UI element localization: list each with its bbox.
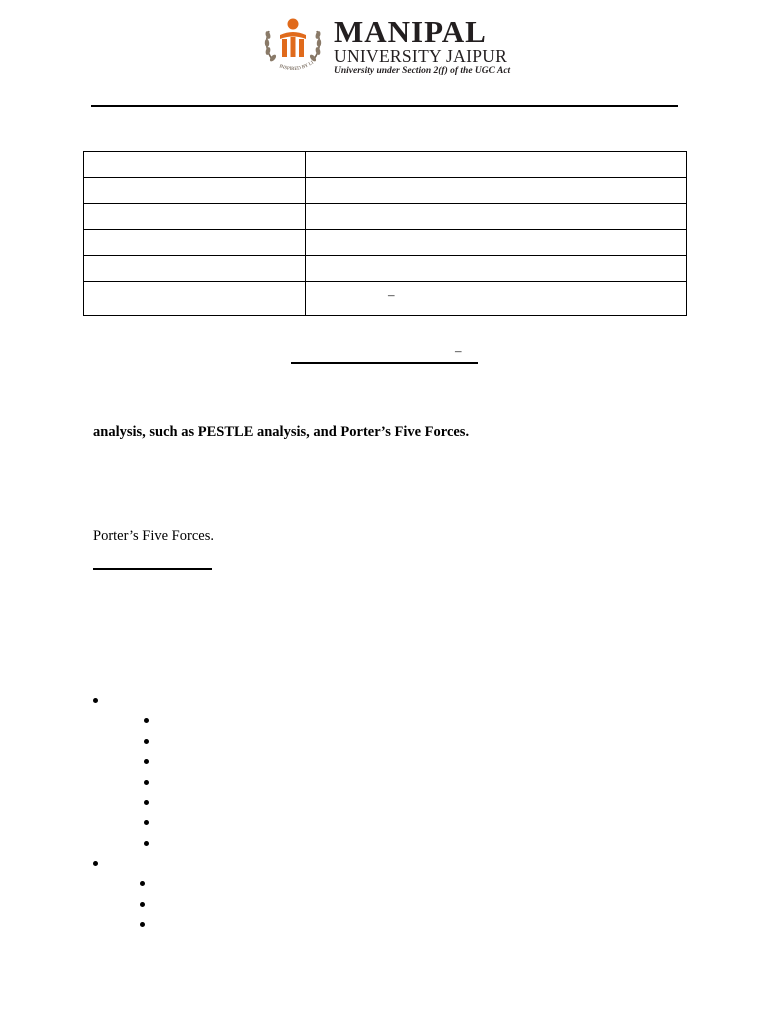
table-cell-label [84, 152, 306, 178]
manipal-emblem-icon [262, 15, 324, 75]
table-row [84, 204, 687, 230]
bullet-icon [144, 718, 149, 723]
heading-dash-mark: – [455, 343, 462, 358]
table-row [84, 256, 687, 282]
bullet-icon [144, 739, 149, 744]
bullet-icon [144, 841, 149, 846]
table-cell-label [84, 204, 306, 230]
table-cell-value [306, 178, 687, 204]
table-cell-label [84, 230, 306, 256]
bullet-icon [140, 922, 145, 927]
svg-text:INSPIRED BY LIFE: INSPIRED BY LI [278, 60, 315, 73]
table-row [84, 152, 687, 178]
logo-wordmark [334, 14, 511, 77]
bullet-icon [144, 820, 149, 825]
table-cell-label [84, 178, 306, 204]
bullet-icon [144, 780, 149, 785]
dash-mark: – [388, 287, 395, 302]
table-cell-value [306, 230, 687, 256]
bullet-icon [93, 861, 98, 866]
university-tagline: University under Section 2(f) of the UGC Act [334, 66, 511, 76]
bullet-icon [144, 800, 149, 805]
info-table [83, 151, 687, 316]
heading-underline [291, 362, 478, 364]
university-logo [262, 15, 522, 77]
objective-paragraph: analysis, such as PESTLE analysis, and Porter’s Five Forces. [93, 424, 470, 440]
table-cell-label [84, 256, 306, 282]
table-cell-value [306, 204, 687, 230]
bullet-icon [140, 881, 145, 886]
table-row [84, 282, 687, 316]
bullet-icon [93, 698, 98, 703]
university-name: MANIPAL [334, 14, 487, 49]
header-rule [91, 105, 678, 107]
section-title-underline [93, 568, 212, 570]
table-cell-value [306, 256, 687, 282]
university-subtitle: UNIVERSITY JAIPUR [334, 46, 508, 66]
table-cell-label [84, 282, 306, 316]
table-row [84, 178, 687, 204]
bullet-icon [144, 759, 149, 764]
table-cell-value [306, 152, 687, 178]
intro-paragraph: Porter’s Five Forces. [93, 528, 214, 544]
table-row [84, 230, 687, 256]
table-cell-value [306, 282, 687, 316]
bullet-icon [140, 902, 145, 907]
